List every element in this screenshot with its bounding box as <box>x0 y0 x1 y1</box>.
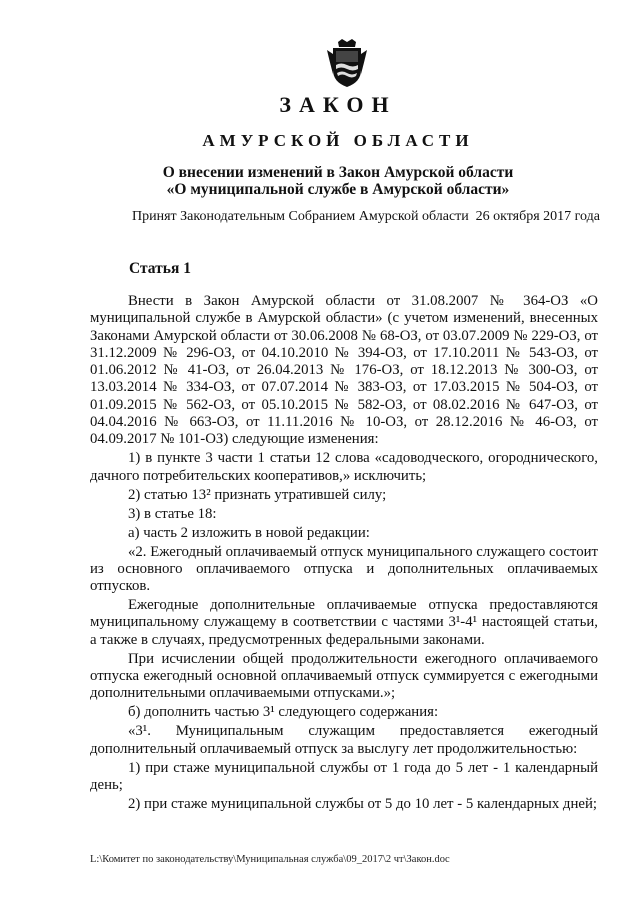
paragraph: а) часть 2 изложить в новой редакции: <box>128 524 370 541</box>
file-path-footer: L:\Комитет по законодательству\Муниципальная служба\09_2017\2 чт\Закон.doc <box>90 854 450 865</box>
paragraph: 2) при стаже муниципальной службы от 5 до 10 лет - 5 календарных дней; <box>128 795 597 812</box>
paragraph: 3) в статье 18: <box>128 505 217 522</box>
law-title-line-2: «О муниципальной службе в Амурской области» <box>166 181 510 198</box>
article-heading: Статья 1 <box>129 260 191 277</box>
adoption-line <box>132 209 600 225</box>
paragraph: Ежегодные дополнительные оплачиваемые отпуска предоставляются муниципальному служащему в соответствии с частями 3¹-4¹ настоящей статьи, а также в случаях, предусмотренных федеральными законами. <box>90 597 598 648</box>
document-title: ЗАКОН <box>279 92 397 117</box>
adopted-date: 26 октября 2017 года <box>475 209 600 224</box>
law-title <box>0 164 640 198</box>
adopted-by: Принят Законодательным Собранием Амурской области <box>132 209 469 224</box>
paragraph: 2) статью 13² признать утратившей силу; <box>128 486 387 503</box>
paragraph: «3¹. Муниципальным служащим предоставляется ежегодный дополнительный оплачиваемый отпуск за выслугу лет продолжительностью: <box>90 723 598 757</box>
coat-of-arms-icon <box>324 38 370 88</box>
article-body <box>90 293 598 813</box>
paragraph: «2. Ежегодный оплачиваемый отпуск муниципального служащего состоит из основного оплачиваемого отпуска и дополнительных оплачиваемых отпусков. <box>90 543 598 595</box>
law-title-line-1: О внесении изменений в Закон Амурской области <box>162 164 514 181</box>
paragraph: б) дополнить частью 3¹ следующего содержания: <box>128 704 439 721</box>
paragraph: 1) в пункте 3 части 1 статьи 12 слова «садоводческого, огороднического, дачного потребительских кооперативов,» исключить; <box>90 450 598 484</box>
paragraph: При исчислении общей продолжительности ежегодного оплачиваемого отпуска ежегодный основной оплачиваемый отпуск суммируется с ежегодными дополнительными оплачиваемыми отпусками.»; <box>90 650 598 702</box>
paragraph: 1) при стаже муниципальной службы от 1 года до 5 лет - 1 календарный день; <box>90 759 598 793</box>
region-name: АМУРСКОЙ ОБЛАСТИ <box>202 131 474 150</box>
paragraph: Внести в Закон Амурской области от 31.08.2007 № 364-ОЗ «О муниципальной службе в Амурской области» (с учетом изменений, внесенных Законами Амурской области от 30.06.2008 № 68-ОЗ, от 03.07.2009 № 229-ОЗ, от 31.12.2009 № 296-ОЗ, от 04.10.2010 № 394-ОЗ, от 17.10.2011 № 543-ОЗ, от 01.06.2012 № 41-ОЗ, от 26.04.2013 № 176-ОЗ, от 18.12.2013 № 300-ОЗ, от 13.03.2014 № 334-ОЗ, от 07.07.2014 № 383-ОЗ, от 17.03.2015 № 504-ОЗ, от 01.09.2015 № 562-ОЗ, от 05.10.2015 № 582-ОЗ, от 08.02.2016 № 647-ОЗ, от 04.04.2016 № 663-ОЗ, от 11.11.2016 № 10-ОЗ, от 28.12.2016 № 46-ОЗ, от 04.09.2017 № 101-ОЗ) следующие изменения: <box>90 293 598 448</box>
